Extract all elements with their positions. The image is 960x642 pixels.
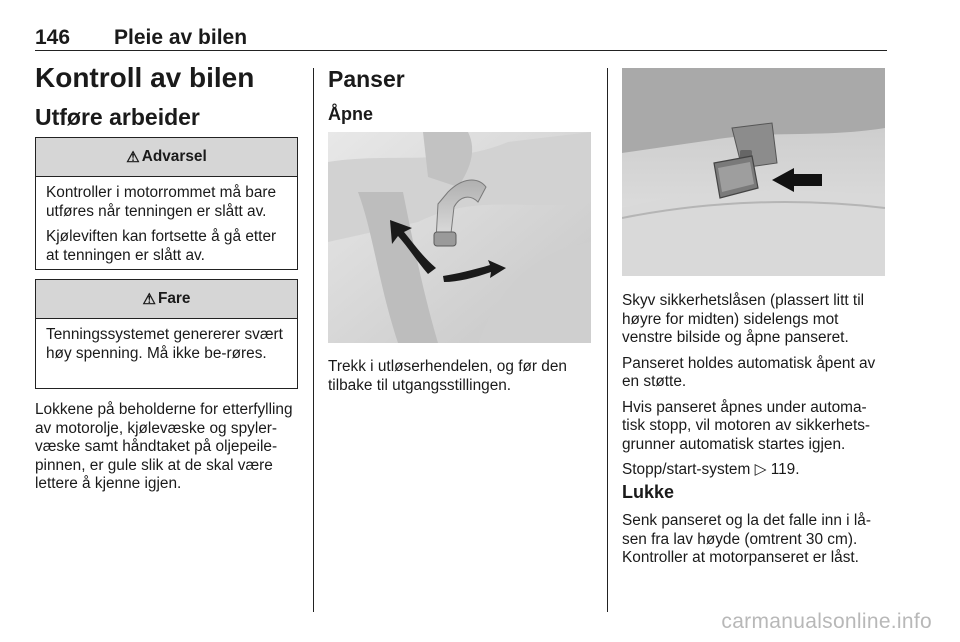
hood-release-lever-illustration — [328, 132, 591, 343]
release-caption — [328, 358, 590, 402]
watermark: carmanualsonline.info — [721, 610, 932, 633]
warning-paragraph: Kjøleviften kan fortsette å gå etter at tenningen er slått av. — [46, 228, 277, 264]
hood-close-text — [622, 512, 886, 575]
stop-start-reference — [622, 461, 886, 480]
danger-box — [35, 279, 298, 389]
warning-paragraph: Kontroller i motorrommet må bare utføres når tenningen er slått av. — [46, 184, 277, 220]
warning-box — [35, 137, 298, 270]
body-text: Skyv sikkerhetslåsen (plassert litt til høyre for midten) sidelengs mot venstre bilside og åpne panseret. — [622, 292, 865, 346]
close-subheading: Lukke — [622, 482, 675, 502]
warning-triangle-icon: ⚠ — [126, 149, 140, 166]
section-heading: Kontroll av bilen — [35, 62, 255, 93]
danger-box-title: Fare — [157, 290, 191, 307]
body-text: Trekk i utløserhendelen, og før den tilbake til utgangsstillingen. — [328, 358, 567, 394]
column-divider-left — [313, 68, 314, 612]
open-subheading: Åpne — [328, 104, 373, 124]
body-text: Senk panseret og la det falle inn i lå-sen fra lav høyde (omtrent 30 cm). Kontroller at motorpanseret er låst. — [622, 512, 871, 566]
fluid-caps-paragraph — [35, 401, 299, 501]
page-reference-arrow-icon: ▷ — [754, 461, 767, 478]
section-subheading: Utføre arbeider — [35, 104, 200, 130]
xref-label: Stopp/start-system — [622, 461, 751, 478]
danger-paragraph: Tenningssystemet genererer svært høy spenning. Må ikke be-røres. — [46, 326, 283, 362]
body-text: Hvis panseret åpnes under automa-tisk stopp, vil motoren av sikkerhets-grunner automatisk startes igjen. — [622, 398, 871, 453]
page-number: 146 — [35, 26, 71, 49]
body-text: Lokkene på beholderne for etterfylling av motorolje, kjølevæske og spyler-væske samt håndtaket på oljepeile-pinnen, er gule slik at de skal være lettere å kjenne igjen. — [35, 401, 293, 492]
column-divider-right — [607, 68, 608, 612]
safety-catch-figure — [622, 68, 885, 276]
header-rule — [35, 50, 887, 51]
hood-open-text — [622, 292, 886, 487]
safety-catch-illustration — [622, 68, 885, 276]
warning-box-title: Advarsel — [141, 148, 207, 165]
xref-page[interactable]: 119. — [770, 461, 800, 478]
body-text: Panseret holdes automatisk åpent av en støtte. — [622, 354, 876, 390]
panser-heading: Panser — [328, 66, 405, 92]
warning-triangle-icon: ⚠ — [142, 291, 156, 308]
warning-box-header — [36, 138, 297, 177]
hood-release-lever-figure — [328, 132, 591, 343]
danger-box-body — [36, 319, 297, 363]
chapter-title: Pleie av bilen — [114, 26, 248, 49]
danger-box-header — [36, 280, 297, 319]
warning-box-body — [36, 177, 297, 265]
